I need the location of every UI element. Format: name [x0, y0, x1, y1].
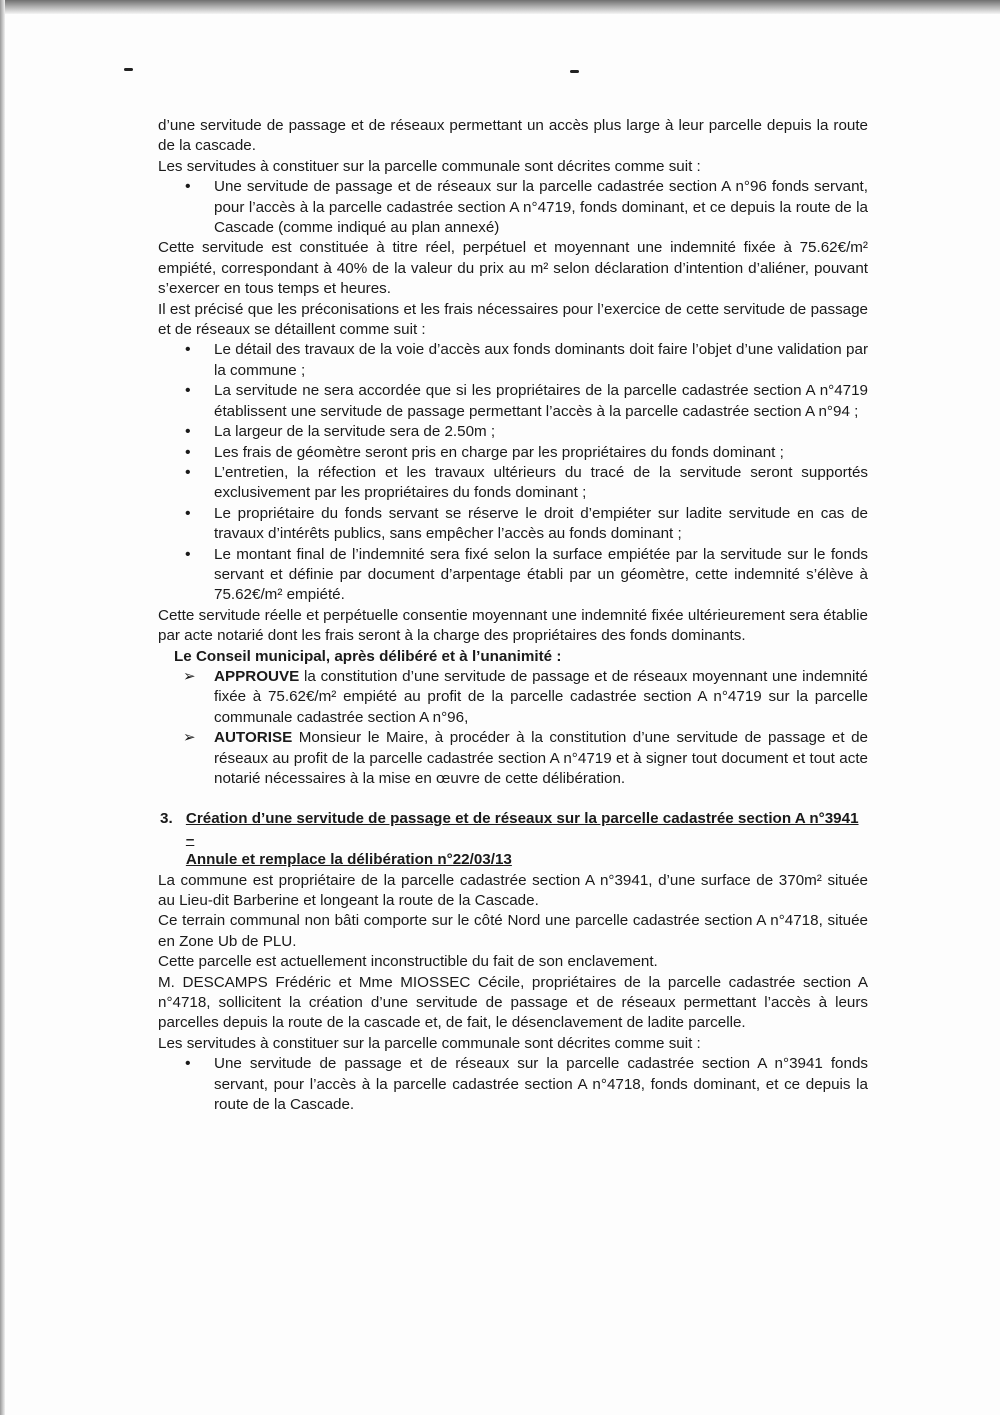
section-3-heading [158, 809, 868, 870]
scan-speck [124, 68, 133, 71]
list-item: • Une servitude de passage et de réseaux sur la parcelle cadastrée section A n°3941 fonds servant, pour l’accès à la parcelle cadastrée section A n°4718, fonds dominant, et ce depuis la route de la Cascade. [214, 1054, 868, 1115]
decision-text: Monsieur le Maire, à procéder à la constitution d’une servitude de passage et de réseaux au profit de la parcelle cadastrée section A n°4719 et à signer tout document et tout acte notarié nécessaires à la mise en œuvre de cette délibération. [214, 729, 868, 787]
section-paragraph: Ce terrain communal non bâti comporte sur le côté Nord une parcelle cadastrée section A n°4718, située en Zone Ub de PLU. [158, 912, 868, 950]
scan-left-edge [0, 0, 5, 1415]
decision-text: la constitution d’une servitude de passage et de réseaux moyennant une indemnité fixée à 75.62€/m² empiété au profit de la parcelle cadastrée section A n°4719 sur la parcelle communale cadastrée section A n°96, [214, 667, 868, 726]
section-number: 3. [160, 810, 173, 828]
list-item: • L’entretien, la réfection et les travaux ultérieurs du tracé de la servitude seront supportés exclusivement par les propriétaires du fonds dominant ; [214, 463, 868, 504]
list-item: • La largeur de la servitude sera de 2.50m ; [214, 422, 868, 442]
section-title [186, 809, 868, 870]
constitution-paragraph: Cette servitude est constituée à titre réel, perpétuel et moyennant une indemnité fixée à 75.62€/m² empiété, correspondant à 40% de la valeur du prix au m² selon déclaration d’intention d’aliéner, pouvant s’exercer en tous temps et heures. [158, 239, 868, 298]
list-item: • Les frais de géomètre seront pris en charge par les propriétaires du fonds dominant ; [214, 443, 868, 463]
intro-paragraph: d’une servitude de passage et de réseaux permettant un accès plus large à leur parcelle depuis la route de la cascade. [158, 117, 868, 155]
section-title-line: Annule et remplace la délibération n°22/03/13 [185, 851, 512, 869]
scan-top-edge [0, 0, 1000, 14]
decision-item [214, 667, 868, 728]
decision-keyword: APPROUVE [214, 667, 300, 685]
list-item: • La servitude ne sera accordée que si les propriétaires de la parcelle cadastrée section A n°4719 établissent une servitude de passage permettant l’accès à la parcelle cadastrée section A n°94 ; [214, 381, 868, 422]
section-paragraph: La commune est propriétaire de la parcelle cadastrée section A n°3941, d’une surface de 370m² située au Lieu-dit Barberine et longeant la route de la Cascade. [158, 871, 868, 910]
real-servitude-paragraph: Cette servitude réelle et perpétuelle consentie moyennant une indemnité fixée ultérieurement sera établie par acte notarié dont les frais seront à la charge des propriétaires des fonds dominants. [158, 606, 868, 645]
section-title-line: Création d’une servitude de passage et de réseaux sur la parcelle cadastrée section A n°3941 – [185, 810, 859, 848]
list-item: • Le détail des travaux de la voie d’accès aux fonds dominants doit faire l’objet d’une validation par la commune ; [214, 340, 868, 381]
document-page [158, 116, 868, 1116]
scan-speck [570, 70, 579, 73]
section-paragraph: M. DESCAMPS Frédéric et Mme MIOSSEC Cécile, propriétaires de la parcelle cadastrée section A n°4718, sollicitent la création d’une servitude de passage et de réseaux permettant l’accès à leurs parcelles depuis la route de la cascade et, de fait, le désenclavement de ladite parcelle. [158, 973, 868, 1032]
servitude-list [158, 177, 868, 238]
decision-item [214, 728, 868, 789]
section-paragraph: Les servitudes à constituer sur la parcelle communale sont décrites comme suit : [158, 1034, 701, 1052]
list-item: • Une servitude de passage et de réseaux sur la parcelle cadastrée section A n°96 fonds servant, pour l’accès à la parcelle cadastrée section A n°4719, fonds dominant, et ce depuis la route de la Cascade (comme indiqué au plan annexé) [214, 177, 868, 238]
decision-keyword: AUTORISE [214, 729, 293, 747]
servitudes-description: Les servitudes à constituer sur la parcelle communale sont décrites comme suit : [158, 157, 701, 175]
preconisations-paragraph: Il est précisé que les préconisations et les frais nécessaires pour l’exercice de cette servitude de passage et de réseaux se détaillent comme suit : [158, 300, 868, 339]
list-item: • Le montant final de l’indemnité sera fixé selon la surface empiétée par la servitude sur le fonds servant et définie par document d’arpentage établi par un géomètre, cette indemnité s’élève à 75.62€/m² empiété. [214, 545, 868, 606]
list-item: • Le propriétaire du fonds servant se réserve le droit d’empiéter sur ladite servitude en cas de travaux d’intérêts publics, sans empêcher l’accès au fonds dominant ; [214, 504, 868, 545]
section-servitude-list [158, 1054, 868, 1115]
section-paragraph: Cette parcelle est actuellement inconstructible du fait de son enclavement. [158, 953, 658, 971]
council-heading: Le Conseil municipal, après délibéré et à l’unanimité : [174, 647, 562, 665]
conditions-list [158, 340, 868, 605]
decisions-list [158, 667, 868, 789]
